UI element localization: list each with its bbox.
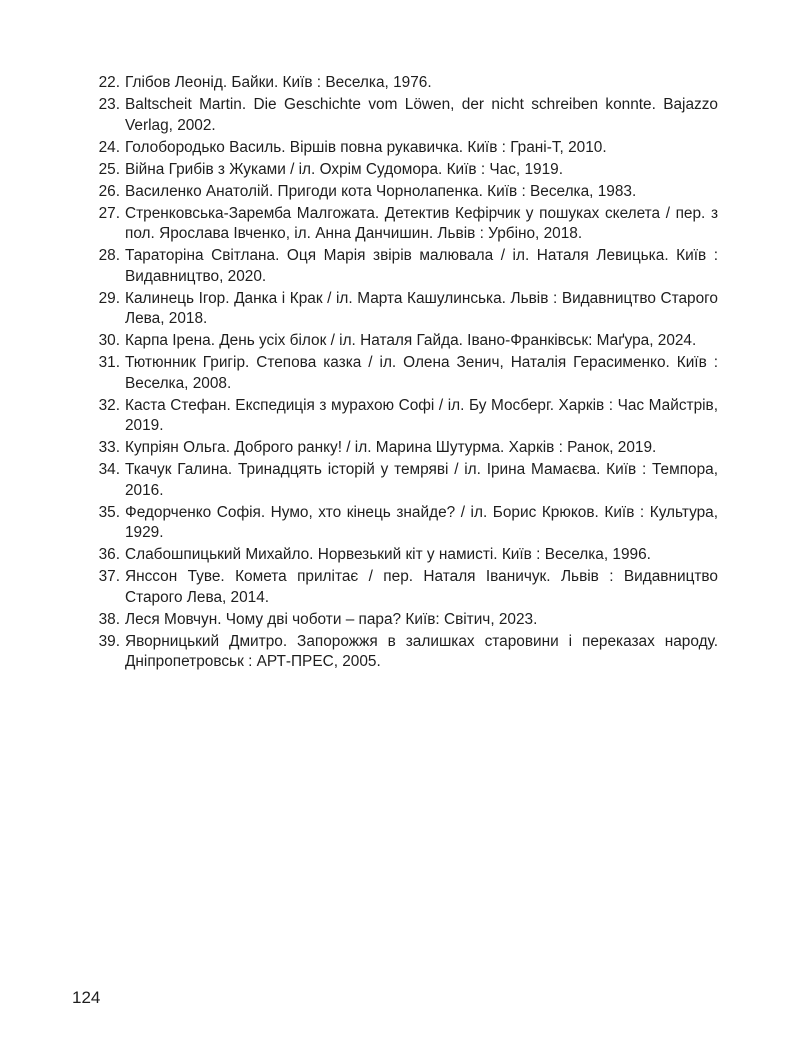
entry-number: 33. <box>98 439 120 456</box>
entry-number: 26. <box>98 182 120 200</box>
entry-number: 23. <box>98 96 120 113</box>
bibliography-list <box>92 73 718 674</box>
bibliography-entry <box>92 160 718 181</box>
entry-text: Стренковська-Заремба Малгожата. Детектив Кефірчик у пошуках скелета / пер. з пол. Ярослава Івченко, іл. Анна Данчишин. Львів : Урбіно, 2018. <box>125 204 718 242</box>
entry-number: 32. <box>98 396 120 414</box>
entry-text: Янссон Туве. Комета прилітає / пер. Наталя Іваничук. Львів : Видавництво Старого Лева, 2014. <box>125 568 718 606</box>
entry-number: 38. <box>98 610 120 628</box>
entry-number: 35. <box>98 503 120 521</box>
bibliography-entry <box>92 246 718 287</box>
entry-text: Голобородько Василь. Віршів повна рукавичка. Київ : Грані-Т, 2010. <box>125 138 607 156</box>
entry-number: 31. <box>98 354 120 371</box>
bibliography-entry <box>92 396 718 437</box>
bibliography-entry <box>92 353 718 394</box>
entry-text: Леся Мовчун. Чому дві чоботи – пара? Київ: Світич, 2023. <box>125 610 538 628</box>
entry-number: 36. <box>98 546 120 563</box>
entry-number: 34. <box>98 461 120 478</box>
bibliography-entry <box>92 567 718 608</box>
bibliography-entry <box>92 138 718 159</box>
entry-text: Слабошпицький Михайло. Норвезький кіт у намисті. Київ : Веселка, 1996. <box>125 546 651 563</box>
entry-text: Глібов Леонід. Байки. Київ : Веселка, 1976. <box>125 74 432 91</box>
entry-number: 24. <box>98 138 120 156</box>
entry-number: 25. <box>98 160 120 178</box>
entry-number: 37. <box>98 568 120 585</box>
bibliography-entry <box>92 204 718 245</box>
bibliography-entry <box>92 610 718 631</box>
bibliography-entry <box>92 95 718 136</box>
bibliography-entry <box>92 73 718 94</box>
bibliography-entry <box>92 460 718 501</box>
bibliography-entry <box>92 503 718 544</box>
entry-text: Калинець Ігор. Данка і Крак / іл. Марта Кашулинська. Львів : Видавництво Старого Лева, 2018. <box>125 289 718 327</box>
entry-text: Тараторіна Світлана. Оця Марія звірів малювала / іл. Наталя Левицька. Київ : Видавництво, 2020. <box>125 247 718 285</box>
bibliography-entry <box>92 438 718 459</box>
entry-text: Яворницький Дмитро. Запорожжя в залишках старовини і переказах народу. Дніпропетровськ : АРТ-ПРЕС, 2005. <box>125 632 718 670</box>
bibliography-entry <box>92 182 718 203</box>
entry-text: Каста Стефан. Експедиція з мурахою Софі / іл. Бу Мосберг. Харків : Час Майстрів, 2019. <box>125 396 718 434</box>
bibliography-entry <box>92 331 718 352</box>
entry-text: Федорченко Софія. Нумо, хто кінець знайде? / іл. Борис Крюков. Київ : Культура, 1929. <box>125 503 718 541</box>
entry-number: 28. <box>98 247 120 264</box>
entry-text: Карпа Ірена. День усіх білок / іл. Наталя Гайда. Івано-Франківськ: Маґура, 2024. <box>125 332 697 349</box>
entry-number: 29. <box>98 289 120 307</box>
page-number: 124 <box>72 988 101 1007</box>
entry-text: Василенко Анатолій. Пригоди кота Чорнолапенка. Київ : Веселка, 1983. <box>125 182 637 200</box>
bibliography-entry <box>92 545 718 566</box>
bibliography-entry <box>92 289 718 330</box>
entry-text: Купріян Ольга. Доброго ранку! / іл. Марина Шутурма. Харків : Ранок, 2019. <box>125 439 657 456</box>
entry-number: 22. <box>98 74 120 91</box>
entry-number: 39. <box>98 632 120 650</box>
bibliography-entry <box>92 632 718 673</box>
entry-text: Війна Грибів з Жуками / іл. Охрім Судомора. Київ : Час, 1919. <box>125 160 563 178</box>
entry-text: Ткачук Галина. Тринадцять історій у темряві / іл. Ірина Мамаєва. Київ : Темпора, 2016. <box>125 461 718 499</box>
entry-number: 27. <box>98 204 120 222</box>
entry-text: Тютюнник Григір. Степова казка / іл. Олена Зенич, Наталія Герасименко. Київ : Веселка, 2008. <box>125 354 718 392</box>
entry-text: Baltscheit Martin. Die Geschichte vom Löwen, der nicht schreiben konnte. Bajazzo Verlag, 2002. <box>125 96 718 134</box>
entry-number: 30. <box>98 332 120 349</box>
